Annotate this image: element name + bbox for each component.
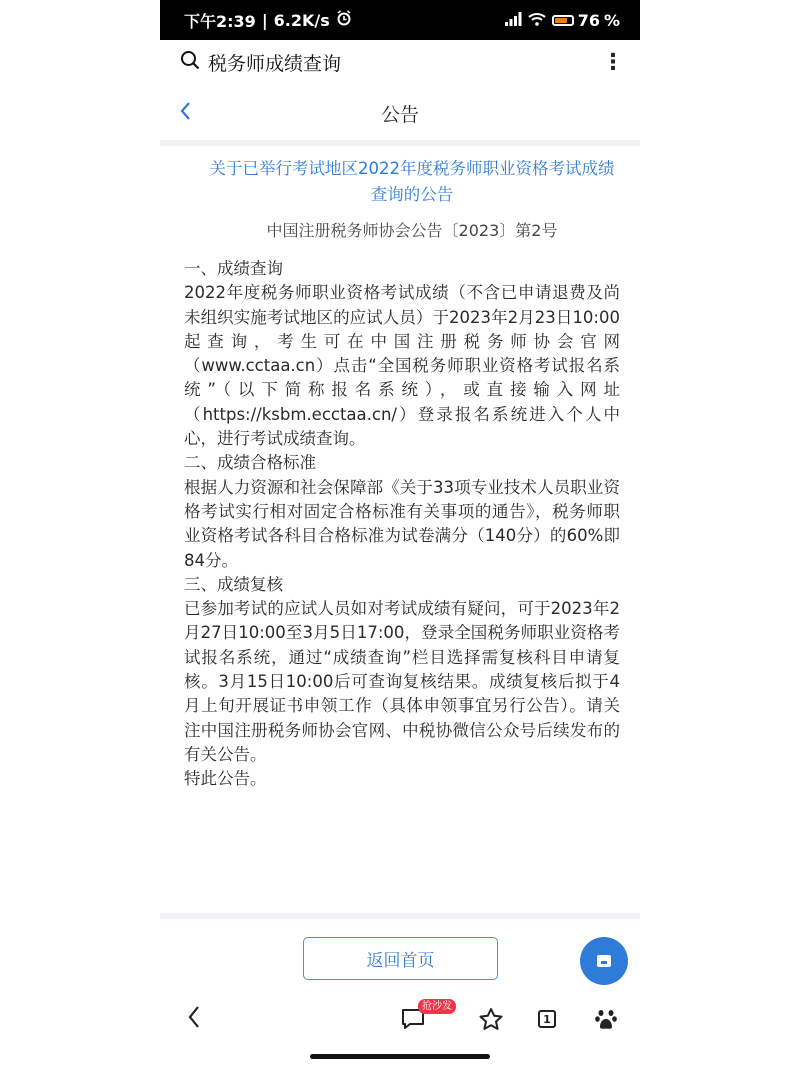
wifi-icon — [528, 11, 546, 30]
article-subtitle: 中国注册税务师协会公告〔2023〕第2号 — [266, 221, 558, 240]
comment-badge: 抢沙发 — [418, 999, 456, 1014]
battery-icon — [552, 15, 574, 26]
network-speed: 6.2K/s — [273, 10, 330, 30]
paragraph: 2022年度税务师职业资格考试成绩（不含已申请退费及尚未组织实施考试地区的应试人员）于2023年2月23日10:00起查询，考生可在中国注册税务师协会官网（www.cctaa.cn）点击“全国税务师职业资格考试报名系统”（以下简称报名系统），或直接输入网址（https://ksbm.ecctaa.cn/）登录报名系统进入个人中心，进行考试成绩查询。 — [184, 283, 620, 449]
status-bar: 下午2:39 | 6.2K/s 76 % — [160, 0, 640, 40]
paragraph: 已参加考试的应试人员如对考试成绩有疑问，可于2023年2月27日10:00至3月5日17:00，登录全国税务师职业资格考试报名系统，通过“成绩查询”栏目选择需复核科目申请复核。3月15日10:00后可查询复核结果。成绩复核后拟于4月上旬开展证书申领工作（具体申领事宜另行公告）。请关注中国注册税务师协会官网、中税协微信公众号后续发布的有关公告。 — [184, 599, 620, 764]
chat-icon — [597, 955, 611, 967]
more-options-icon[interactable]: ⋮ — [602, 49, 624, 75]
search-query[interactable]: 税务师成绩查询 — [208, 52, 342, 75]
tabs-count[interactable]: 1 — [538, 1010, 556, 1028]
signal-icon — [504, 11, 522, 30]
article-title: 关于已举行考试地区2022年度税务师职业资格考试成绩查询的公告 — [209, 159, 615, 204]
back-nav-icon[interactable] — [186, 1003, 202, 1038]
floating-action-button[interactable] — [580, 937, 628, 985]
search-bar[interactable] — [160, 40, 640, 84]
paragraph: 根据人力资源和社会保障部《关于33项专业技术人员职业资格考试实行相对固定合格标准有关事项的通告》，税务师职业资格考试各科目合格标准为试卷满分（140分）的60%即84分。 — [184, 477, 620, 570]
status-time: 下午2:39 — [184, 11, 256, 31]
closing-line: 特此公告。 — [184, 769, 267, 789]
battery-indicator: 76 % — [552, 11, 620, 30]
section-heading: 三、成绩复核 — [184, 574, 283, 594]
page-title: 公告 — [380, 104, 419, 126]
star-icon[interactable] — [478, 1007, 504, 1037]
section-heading: 一、成绩查询 — [184, 259, 283, 278]
divider — [160, 913, 640, 919]
article-body — [184, 257, 620, 792]
baidu-paw-icon[interactable] — [594, 1007, 618, 1037]
phone-screen — [160, 0, 640, 1067]
return-home-button[interactable]: 返回首页 — [303, 937, 498, 980]
browser-toolbar — [160, 995, 640, 1051]
home-indicator — [310, 1054, 490, 1059]
section-heading: 二、成绩合格标准 — [184, 453, 316, 473]
alarm-icon — [336, 10, 352, 30]
battery-level: 76 — [577, 10, 600, 30]
search-icon — [180, 50, 200, 74]
article — [160, 156, 640, 792]
page-header — [160, 86, 640, 146]
